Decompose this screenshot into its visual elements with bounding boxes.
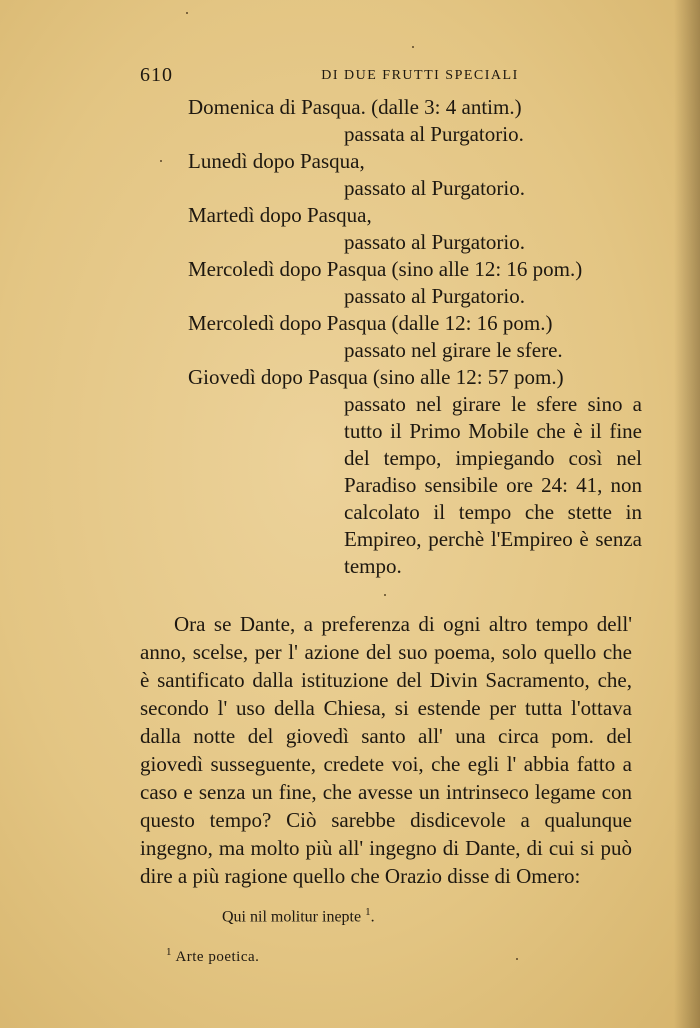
entry-day: Giovedì dopo Pasqua (sino alle 12: 57 pom.): [188, 365, 564, 389]
timeline-entry: [0, 310, 700, 364]
entry-result: passato al Purgatorio.: [344, 284, 526, 308]
timeline-entry: [0, 94, 700, 148]
latin-quote: Qui nil molitur inepte $^1$.: [222, 906, 375, 926]
entry-result: passato al Purgatorio.: [344, 230, 526, 254]
entry-day: Martedì dopo Pasqua,: [188, 203, 372, 227]
timeline-entry: [0, 148, 700, 202]
paper-speck: [516, 958, 518, 960]
quote-text: Qui nil molitur inepte: [222, 908, 362, 926]
entry-result: passato nel girare le sfere.: [344, 338, 563, 362]
entry-day: Domenica di Pasqua. (dalle 3: 4 antim.): [188, 95, 522, 119]
footnote: [166, 946, 259, 966]
entry-day: Lunedì dopo Pasqua,: [188, 149, 365, 173]
timeline-entry: [0, 364, 700, 580]
paper-speck: [384, 594, 386, 596]
timeline-list: [0, 94, 700, 580]
footnote-mark: 1: [166, 946, 172, 958]
timeline-entry: [0, 256, 700, 310]
body-paragraph: Ora se Dante, a preferenza di ogni altro tempo dell' anno, scelse, per l' azione del suo poema, solo quello che è santificato dalla istituzione del Divin Sacramento, che, secondo l' uso della Chiesa, si estende per tutta l'ottava dalla notte del giovedì santo all' una circa pom. del giovedì susseguente, credete voi, che egli l' abbia fatto a caso e senza un fine, che avesse un intrinseco legame con questo tempo? Ciò sarebbe disdicevole a qualunque ingegno, ma molto più all' ingegno di Dante, di cui si può dire a più ragione quello che Orazio disse di Omero:: [140, 612, 632, 888]
entry-result: passato nel girare le sfere sino a tutto il Primo Mobile che è il fine del tempo, impiegando così nel Paradiso sensibile ore 24: 41, non calcolato il tempo che stette in Empireo, perchè l'Empireo è senza tempo.: [344, 392, 642, 578]
footnote-text: Arte poetica.: [175, 949, 260, 965]
page-header: [140, 64, 660, 92]
timeline-entry: [0, 202, 700, 256]
paper-speck: [412, 46, 414, 48]
entry-day: Mercoledì dopo Pasqua (dalle 12: 16 pom.): [188, 311, 553, 335]
running-title: DI DUE FRUTTI SPECIALI: [321, 68, 519, 83]
entry-result: passata al Purgatorio.: [344, 122, 524, 146]
footnote-reference: 1: [365, 906, 371, 918]
paper-speck: [186, 12, 188, 14]
entry-result: passato al Purgatorio.: [344, 176, 526, 200]
entry-day: Mercoledì dopo Pasqua (sino alle 12: 16 pom.): [188, 257, 583, 281]
page-number: 610: [140, 64, 173, 86]
